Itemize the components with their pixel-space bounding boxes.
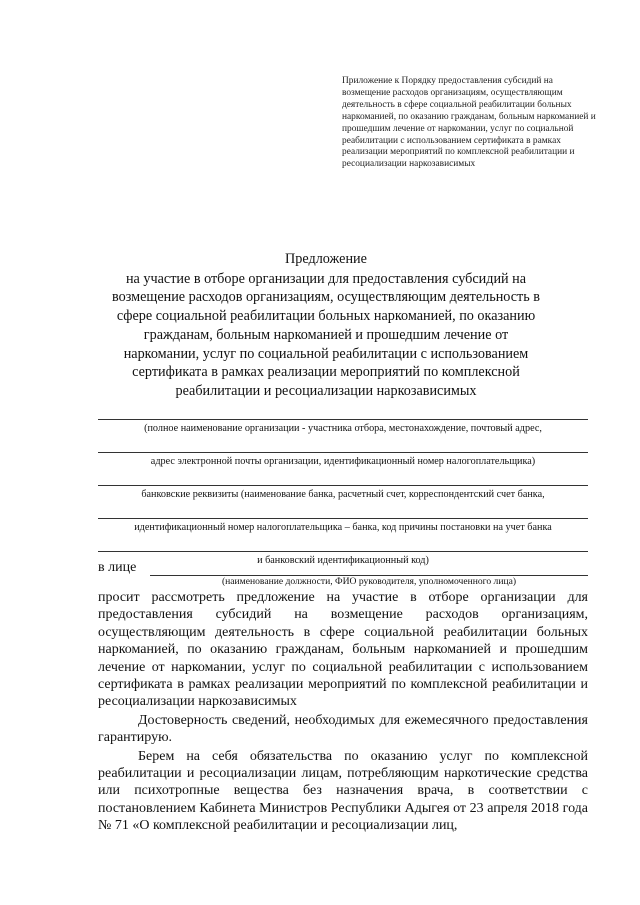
document-body	[98, 589, 588, 835]
representative-label: в лице	[98, 560, 137, 575]
title-subheading: на участие в отборе организации для предоставления субсидий на возмещение расходов организациям, осуществляющим деятельность в сфере социальной реабилитации больных наркоманией, по оказанию гражданам, больным наркоманией и прошедшим лечение от наркомании, услуг по социальной реабилитации с использованием сертификата в рамках реализации мероприятий по комплексной реабилитации и ресоциализации наркозависимых	[112, 270, 540, 399]
representative-field[interactable]	[98, 560, 588, 590]
title-heading: Предложение	[285, 251, 367, 267]
field-line	[98, 518, 588, 519]
field-caption: идентификационный номер налогоплательщика – банка, код причины постановки на учет банка	[134, 522, 552, 533]
field-full-name[interactable]	[98, 416, 588, 449]
organization-fields	[98, 416, 588, 581]
field-caption: адрес электронной почты организации, идентификационный номер налогоплательщика)	[150, 456, 536, 467]
body-paragraph: просит рассмотреть предложение на участие в отборе организации для предоставления субсидий на возмещение расходов организациям, осуществляющим деятельность в сфере социальной реабилитации больных наркоманией, по оказанию гражданам, больным наркоманией и прошедшим лечение от наркомании, услуг по социальной реабилитации с использованием сертификата в рамках реализации мероприятий по комплексной реабилитации и ресоциализации наркозависимых	[98, 590, 588, 710]
document-title	[108, 250, 544, 401]
body-paragraph: Достоверность сведений, необходимых для ежемесячного предоставления гарантирую.	[98, 712, 588, 746]
field-line	[98, 485, 588, 486]
body-paragraph: Берем на себя обязательства по оказанию услуг по комплексной реабилитации и ресоциализации лицам, потребляющим наркотические средства или психотропные вещества без назначения врача, в соответствии с постановлением Кабинета Министров Республики Адыгея от 23 апреля 2018 года № 71 «О комплексной реабилитации и ресоциализации лиц,	[98, 748, 588, 834]
field-caption: (полное наименование организации - участника отбора, местонахождение, почтовый адрес,	[144, 423, 542, 434]
field-bank-inn[interactable]	[98, 515, 588, 548]
field-caption: банковские реквизиты (наименование банка, расчетный счет, корреспондентский счет банка,	[141, 489, 545, 500]
field-bank-details[interactable]	[98, 482, 588, 515]
field-email-inn[interactable]	[98, 449, 588, 482]
field-caption: и банковский идентификационный код)	[257, 555, 429, 566]
field-line	[98, 551, 588, 552]
appendix-note: Приложение к Порядку предоставления субсидий на возмещение расходов организациям, осуществляющим деятельность в сфере социальной реабилитации больных наркоманией, по оказанию гражданам, больным наркоманией и прошедшим лечение от наркомании, услуг по социальной реабилитации с использованием сертификата в рамках реализации мероприятий по комплексной реабилитации и ресоциализации наркозависимых	[342, 76, 596, 170]
field-line	[98, 419, 588, 420]
field-line	[98, 452, 588, 453]
representative-caption: (наименование должности, ФИО руководителя, уполномоченного лица)	[221, 576, 517, 587]
